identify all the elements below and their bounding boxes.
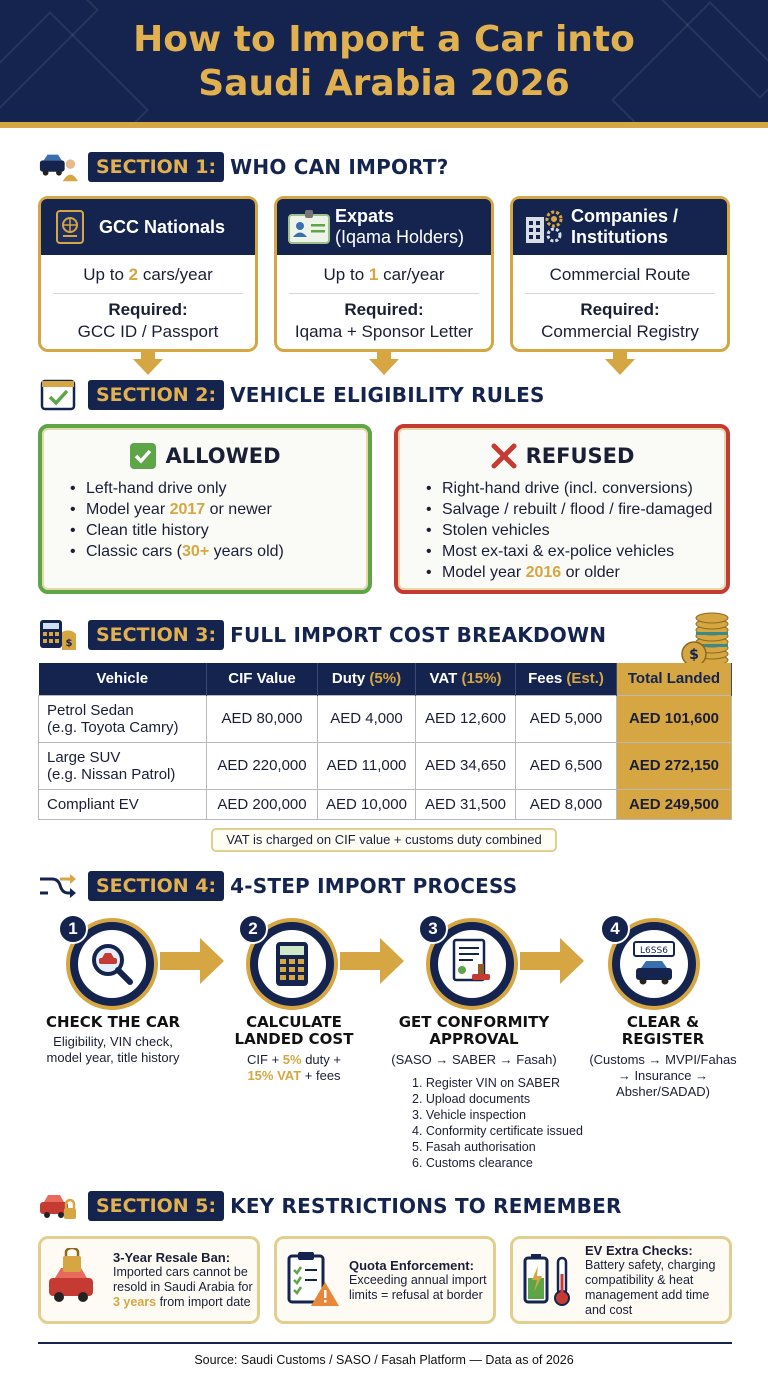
allowed-heading: ALLOWED (165, 444, 281, 468)
who-expats-label: Expats (335, 206, 395, 226)
allowed-list (70, 478, 368, 562)
resale-ban-card: 3-Year Resale Ban: Imported cars cannot be resold in Saudi Arabia for 3 years from import date (38, 1236, 260, 1324)
who-companies-req-value: Commercial Registry (541, 322, 699, 341)
col-cif: CIF Value (207, 663, 318, 695)
list-item: 3. Vehicle inspection (412, 1108, 526, 1122)
who-companies-route: Commercial Route (549, 265, 691, 284)
coin-stack-icon (668, 612, 730, 668)
allowed-card (38, 424, 372, 594)
refused-card (394, 424, 730, 594)
col-duty: Duty (5%) (318, 663, 416, 695)
footer-divider (38, 1342, 732, 1344)
id-card-icon (287, 207, 327, 247)
magnifier-car-icon (78, 930, 146, 998)
list-item: 5. Fasah authorisation (412, 1140, 536, 1154)
section2-badge: SECTION 2: (88, 380, 224, 410)
locked-car-icon (45, 1248, 109, 1312)
svg-text:$: $ (65, 638, 73, 649)
quota-card: Quota Enforcement: Exceeding annual import limits = refusal at border (274, 1236, 496, 1324)
refused-item: • Most ex-taxi & ex-police vehicles (426, 541, 726, 562)
refused-item: • Right-hand drive (incl. conversions) (426, 478, 726, 499)
route-arrows-icon (38, 869, 78, 903)
section2-title: VEHICLE ELIGIBILITY RULES (230, 383, 545, 407)
step-2-number: 2 (238, 914, 268, 944)
step-2-title: CALCULATE LANDED COST (234, 1013, 354, 1048)
who-expats-sub: (Iqama Holders) (335, 227, 465, 247)
cost-table (38, 663, 732, 820)
down-arrow-icon (133, 349, 163, 375)
refused-list (426, 478, 726, 583)
cell-total: AED 249,500 (617, 789, 732, 819)
step-4-circle (608, 918, 700, 1010)
cell-duty: AED 11,000 (318, 742, 416, 789)
list-item: 6. Customs clearance (412, 1156, 533, 1170)
red-x-icon (490, 442, 518, 470)
who-companies-sub: Institutions (571, 227, 668, 247)
cell-duty: AED 4,000 (318, 695, 416, 742)
who-expats-req-label: Required: (344, 300, 424, 319)
col-vat: VAT (15%) (416, 663, 516, 695)
calculator-money-icon (38, 618, 78, 652)
step-1-circle (66, 918, 158, 1010)
quota-title: Quota Enforcement: (349, 1257, 474, 1273)
step-2-desc: CIF + 5% duty + 15% VAT + fees (247, 1052, 341, 1083)
step-3-number: 3 (418, 914, 448, 944)
step-3-sub-steps (412, 1075, 583, 1171)
refused-item: • Model year 2016 or older (426, 562, 726, 583)
who-expats-limit: Up to 1 car/year (323, 265, 445, 284)
right-arrow-icon (340, 938, 404, 984)
step-2-circle (246, 918, 338, 1010)
col-vehicle: Vehicle (39, 663, 207, 695)
section3-badge: SECTION 3: (88, 620, 224, 650)
who-card-expats (274, 196, 494, 352)
vat-note: VAT is charged on CIF value + customs duty combined (211, 828, 557, 852)
step-4-number: 4 (600, 914, 630, 944)
green-check-icon (129, 442, 157, 470)
certificate-stamp-icon (438, 930, 506, 998)
step-1-number: 1 (58, 914, 88, 944)
cell-cif: AED 200,000 (207, 789, 318, 819)
checkbox-window-icon (38, 378, 78, 412)
allowed-item: • Clean title history (70, 520, 368, 541)
step-3-title: GET CONFORMITY APPROVAL (398, 1013, 550, 1048)
cell-vehicle: Compliant EV (39, 789, 207, 819)
cell-vehicle: Petrol Sedan (e.g. Toyota Camry) (39, 695, 207, 742)
cell-fees: AED 6,500 (516, 742, 617, 789)
section3-header (38, 618, 606, 652)
step-4-title: CLEAR & REGISTER (621, 1013, 705, 1048)
who-gcc-limit: Up to 2 cars/year (83, 265, 213, 284)
section5-title: KEY RESTRICTIONS TO REMEMBER (230, 1194, 622, 1218)
section1-badge: SECTION 1: (88, 152, 224, 182)
resale-ban-title: 3-Year Resale Ban: (113, 1250, 231, 1265)
passport-icon (51, 207, 91, 247)
car-lock-icon (38, 1189, 78, 1223)
allowed-item: • Model year 2017 or newer (70, 499, 368, 520)
col-total: Total Landed (617, 663, 732, 695)
footer-source: Source: Saudi Customs / SASO / Fasah Platform — Data as of 2026 (194, 1353, 574, 1367)
table-row (39, 789, 732, 819)
cell-fees: AED 8,000 (516, 789, 617, 819)
list-item: 4. Conformity certificate issued (412, 1124, 583, 1138)
clipboard-warning-icon (281, 1248, 345, 1312)
who-gcc-label: GCC Nationals (99, 216, 226, 237)
step-3-desc: (SASO → SABER → Fasah) (391, 1052, 557, 1067)
cell-total: AED 272,150 (617, 742, 732, 789)
who-gcc-req-label: Required: (108, 300, 188, 319)
section2-header (38, 378, 545, 412)
header-banner (0, 0, 768, 128)
step-4-desc: (Customs → MVPI/Fahas → Insurance → Absher/SADAD) (589, 1052, 737, 1099)
section4-title: 4-STEP IMPORT PROCESS (230, 874, 518, 898)
right-arrow-icon (160, 938, 224, 984)
section3-title: FULL IMPORT COST BREAKDOWN (230, 623, 607, 647)
refused-heading: REFUSED (525, 444, 635, 468)
who-companies-label: Companies / (571, 206, 679, 226)
right-arrow-icon (520, 938, 584, 984)
who-card-companies (510, 196, 730, 352)
down-arrow-icon (369, 349, 399, 375)
section1-title: WHO CAN IMPORT? (230, 155, 449, 179)
list-item: 1. Register VIN on SABER (412, 1076, 560, 1090)
section5-badge: SECTION 5: (88, 1191, 224, 1221)
section4-header (38, 869, 517, 903)
table-header-row (39, 663, 732, 695)
step-3-circle (426, 918, 518, 1010)
svg-text:$: $ (689, 647, 699, 663)
cell-cif: AED 220,000 (207, 742, 318, 789)
page-title: How to Import a Car into Saudi Arabia 2026 (133, 19, 635, 104)
table-row (39, 742, 732, 789)
down-arrow-icon (605, 349, 635, 375)
who-expats-req-value: Iqama + Sponsor Letter (294, 322, 474, 341)
table-row (39, 695, 732, 742)
refused-item: • Salvage / rebuilt / flood / fire-damaged (426, 499, 726, 520)
cell-vat: AED 34,650 (416, 742, 516, 789)
allowed-item: • Left-hand drive only (70, 478, 368, 499)
ev-checks-title: EV Extra Checks: (585, 1242, 693, 1258)
cell-vat: AED 31,500 (416, 789, 516, 819)
refused-item: • Stolen vehicles (426, 520, 726, 541)
who-companies-req-label: Required: (580, 300, 660, 319)
section1-header (38, 150, 449, 184)
plate-text: L6SS6 (640, 946, 668, 956)
section4-badge: SECTION 4: (88, 871, 224, 901)
car-person-icon (38, 150, 78, 184)
cell-total: AED 101,600 (617, 695, 732, 742)
step-1-title: CHECK THE CAR (45, 1013, 181, 1031)
cell-cif: AED 80,000 (207, 695, 318, 742)
car-plate-icon (620, 930, 688, 998)
building-gear-icon (523, 207, 563, 247)
list-item: 2. Upload documents (412, 1092, 531, 1106)
cell-vehicle: Large SUV (e.g. Nissan Patrol) (39, 742, 207, 789)
calculator-icon (258, 930, 326, 998)
who-gcc-req-value: GCC ID / Passport (77, 322, 219, 341)
ev-checks-card: EV Extra Checks: Battery safety, charging compatibility & heat management add time and cost (510, 1236, 732, 1324)
allowed-item: • Classic cars (30+ years old) (70, 541, 368, 562)
col-fees: Fees (Est.) (516, 663, 617, 695)
cell-vat: AED 12,600 (416, 695, 516, 742)
step-1-desc: Eligibility, VIN check, model year, title history (46, 1034, 180, 1065)
cell-duty: AED 10,000 (318, 789, 416, 819)
section5-header (38, 1189, 622, 1223)
cell-fees: AED 5,000 (516, 695, 617, 742)
battery-thermometer-icon (517, 1248, 581, 1312)
who-card-gcc (38, 196, 258, 352)
